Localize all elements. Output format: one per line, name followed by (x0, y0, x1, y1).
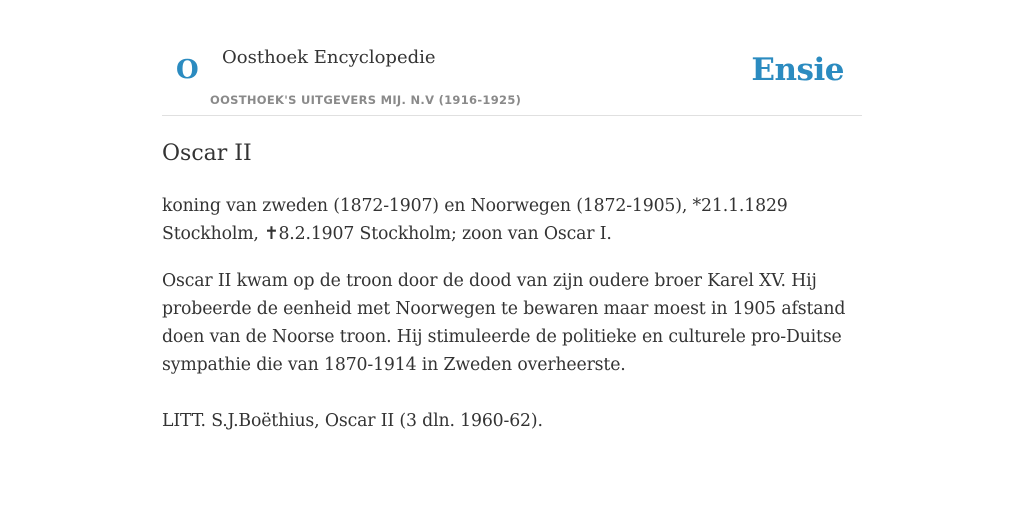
source-publisher: OOSTHOEK'S UITGEVERS MIJ. N.V (1916-1925) (210, 93, 522, 107)
source-logo[interactable]: O (176, 55, 199, 85)
article-body: Oscar II kwam op de troon door de dood van zijn oudere broer Karel XV. Hij probeerde de eenheid met Noorwegen te bewaren maar moest in 1905 afstand doen van de Noorse troon. Hij stimuleerde de politieke en culturele pro-Duitse sympathie die van 1870-1914 in Zweden overheerste. (162, 271, 846, 375)
ensie-logo-link[interactable]: Ensie (751, 52, 844, 88)
article-literature: LITT. S.J.Boëthius, Oscar II (3 dln. 1960-62). (162, 411, 543, 431)
source-title-link[interactable]: Oosthoek Encyclopedie (222, 47, 436, 68)
article-content (162, 136, 862, 435)
source-header (162, 40, 862, 116)
article-title: Oscar II (162, 141, 252, 166)
article-intro: koning van zweden (1872-1907) en Noorwegen (1872-1905), *21.1.1829 Stockholm, ✝8.2.1907 Stockholm; zoon van Oscar I. (162, 196, 788, 244)
